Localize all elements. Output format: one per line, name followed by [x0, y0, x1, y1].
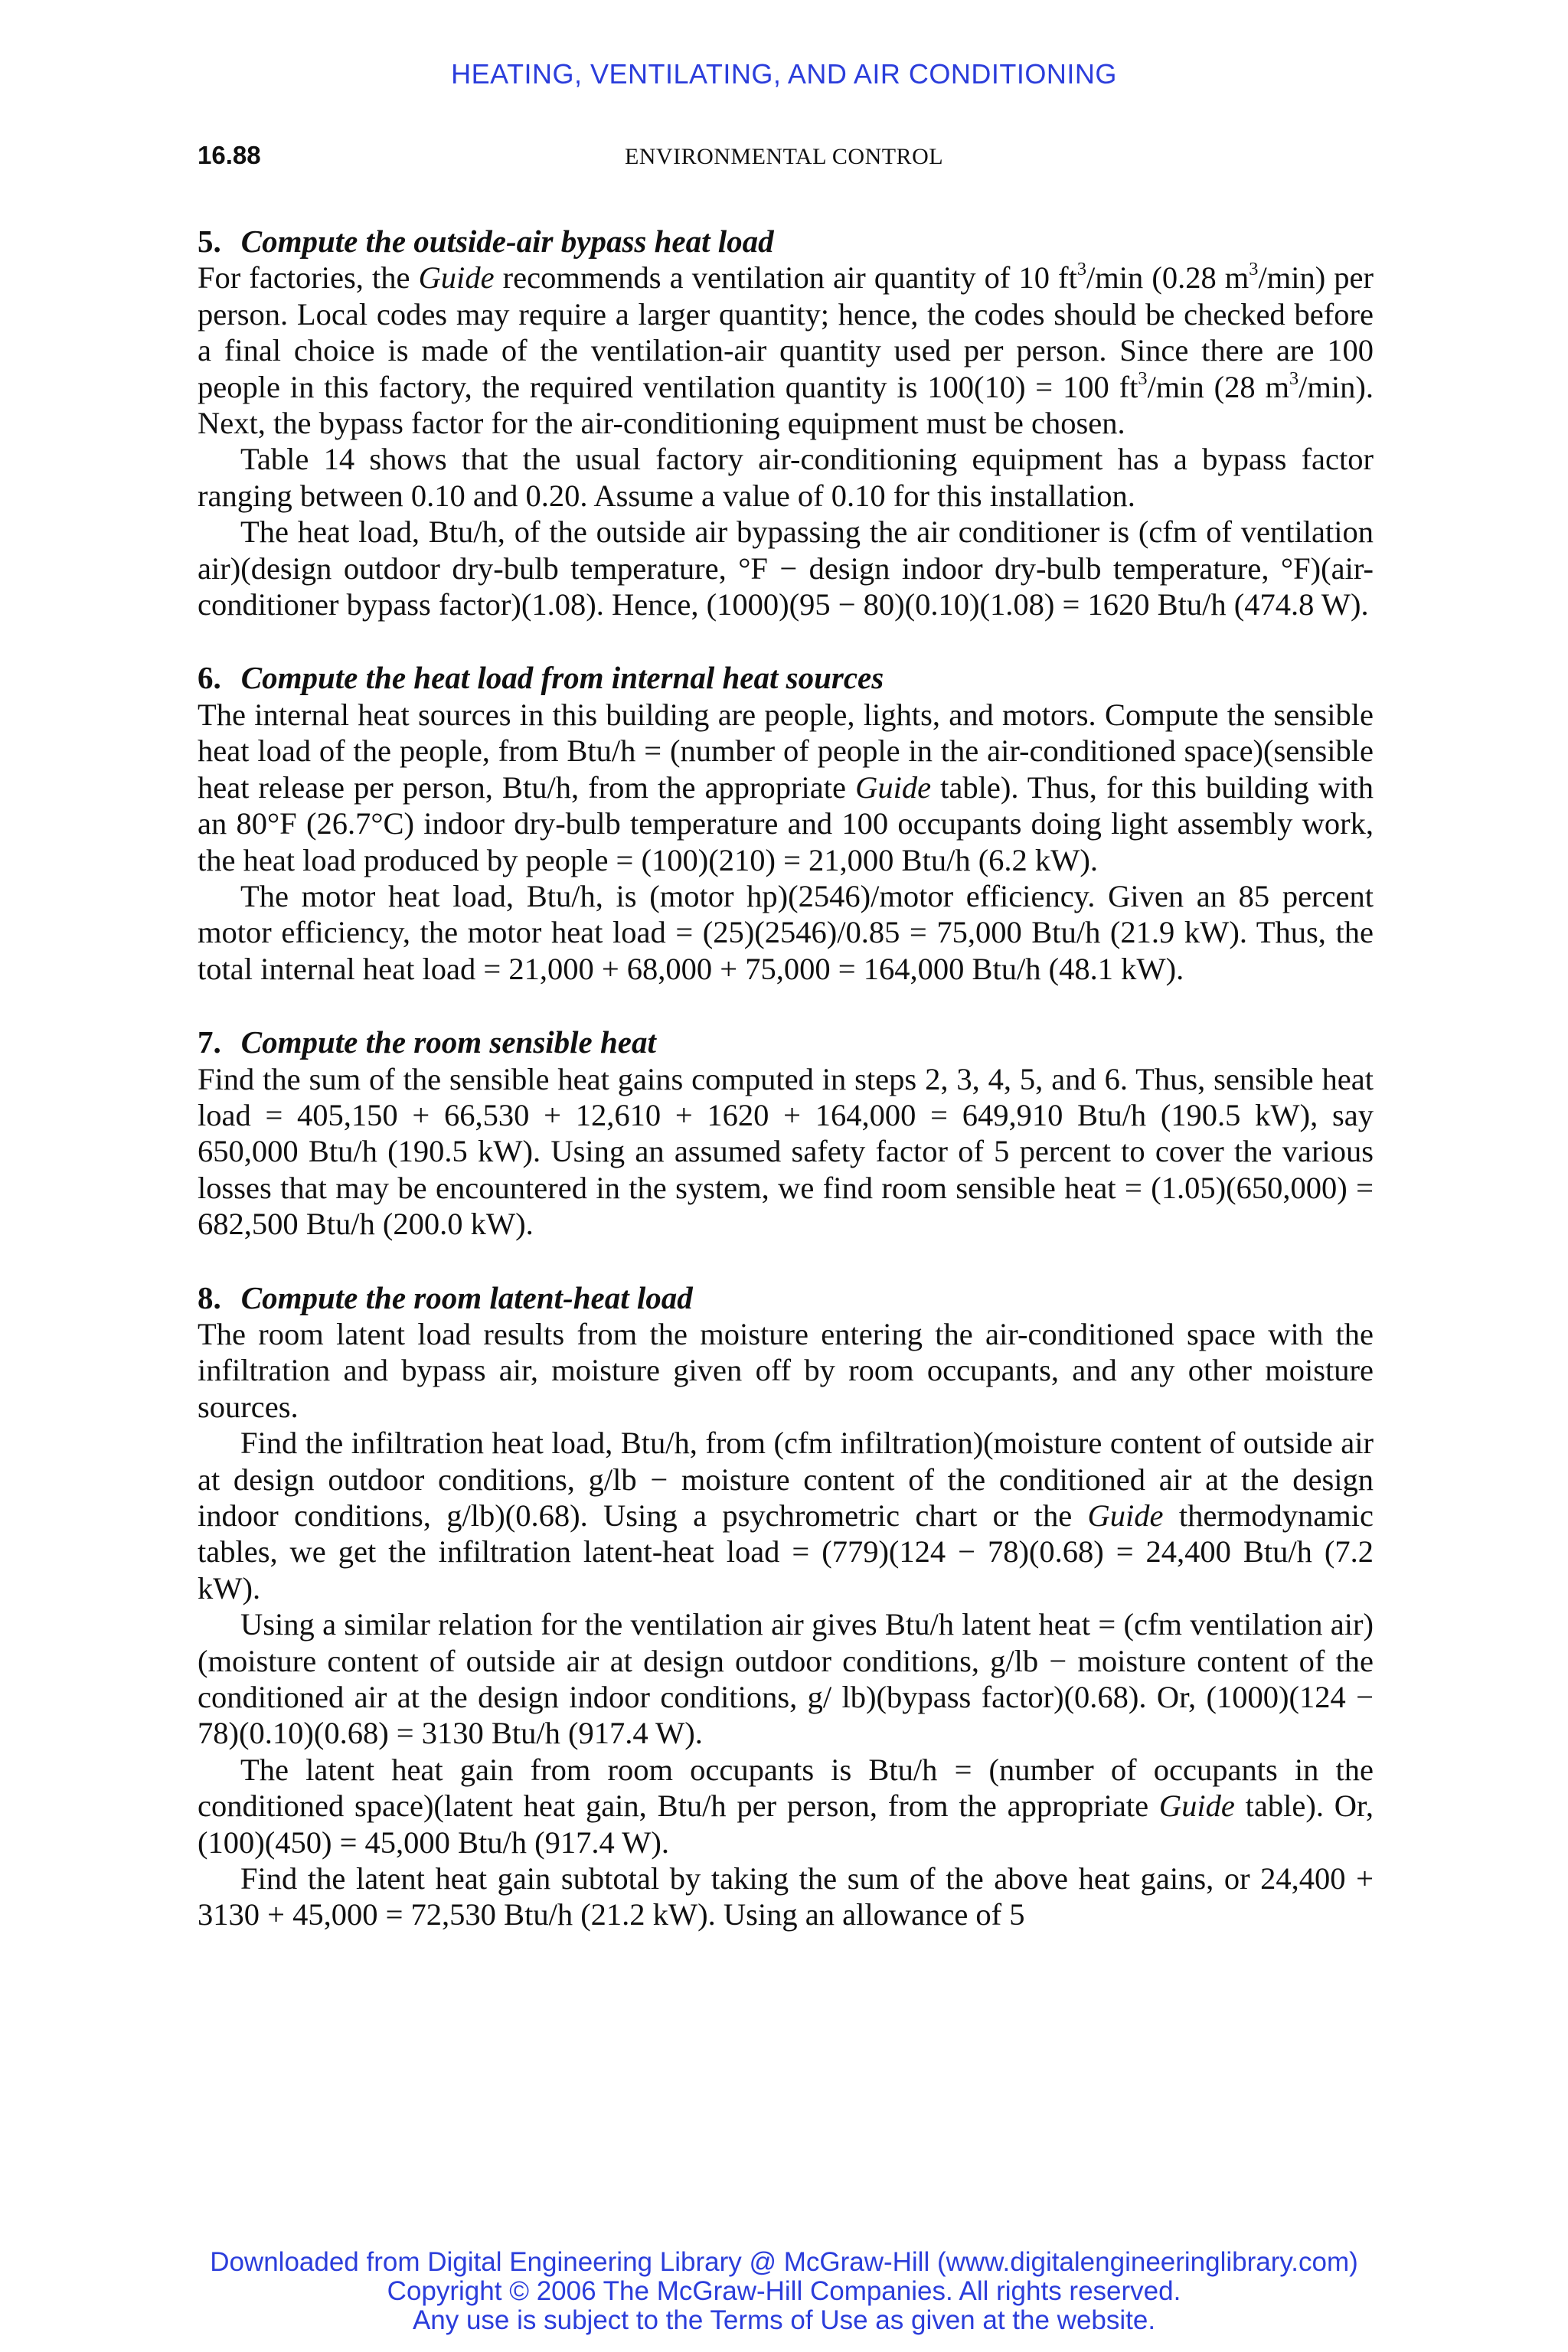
paragraph: The motor heat load, Btu/h, is (motor hp)(2546)/motor efficiency. Given an 85 percent motor efficiency, the motor heat load = (25)(2546)/0.85 = 75,000 Btu/h (21.9 kW). Thus, the total internal heat load = 21,000 + 68,000 + 75,000 = 164,000 Btu/h (48.1 kW).	[198, 878, 1374, 986]
step-heading	[198, 660, 1374, 696]
step-heading	[198, 1280, 1374, 1316]
step-number: 5.	[198, 224, 221, 259]
step-number: 7.	[198, 1024, 221, 1060]
step-8	[198, 1280, 1374, 1933]
paragraph: Find the sum of the sensible heat gains computed in steps 2, 3, 4, 5, and 6. Thus, sensible heat load = 405,150 + 66,530 + 12,610 + 1620 + 164,000 = 649,910 Btu/h (190.5 kW), say 650,000 Btu/h (190.5 kW). Using an assumed safety factor of 5 percent to cover the various losses that may be encountered in the system, we find room sensible heat = (1.05)(650,000) = 682,500 Btu/h (200.0 kW).	[198, 1061, 1374, 1242]
footer-download-link[interactable]: Downloaded from Digital Engineering Library @ McGraw-Hill (www.digitalengineeringlibrary.com)	[210, 2247, 1358, 2277]
step-number: 8.	[198, 1279, 221, 1315]
step-7	[198, 1024, 1374, 1242]
paragraph: The latent heat gain from room occupants is Btu/h = (number of occupants in the conditioned space)(latent heat gain, Btu/h per person, from the appropriate Guide table). Or, (100)(450) = 45,000 Btu/h (917.4 W).	[198, 1752, 1374, 1860]
paragraph: Table 14 shows that the usual factory air-conditioning equipment has a bypass factor ranging between 0.10 and 0.20. Assume a value of 0.10 for this installation.	[198, 442, 1374, 513]
paragraph: For factories, the Guide recommends a ventilation air quantity of 10 $ft^3/\min$ (0.28 $m^3/\min$) per person. Local codes may require a larger quantity; hence, the codes should be checked before a final choice is made of the ventilation-air quantity used per person. Since there are 100 people in this factory, the required ventilation quantity is 100(10) = 100 $ft^3/\min$ (28 $m^3/\min$). Next, the bypass factor for the air-conditioning equipment must be chosen.	[198, 259, 1374, 441]
step-title: Compute the outside-air bypass heat load	[240, 224, 774, 259]
page-number: 16.88	[198, 141, 261, 169]
paragraph: The internal heat sources in this building are people, lights, and motors. Compute the sensible heat load of the people, from Btu/h = (number of people in the air-conditioned space)(sensible heat release per person, Btu/h, from the appropriate Guide table). Thus, for this building with an 80°F (26.7°C) indoor dry-bulb temperature and 100 occupants doing light assembly work, the heat load produced by people = (100)(210) = 21,000 Btu/h (6.2 kW).	[198, 697, 1374, 877]
paragraph: The heat load, Btu/h, of the outside air bypassing the air conditioner is (cfm of ventilation air)(design outdoor dry-bulb temperature, °F − design indoor dry-bulb temperature, °F)(air-conditioner bypass factor)(1.08). Hence, (1000)(95 − 80)(0.10)(1.08) = 1620 Btu/h (474.8 W).	[198, 514, 1374, 622]
step-5	[198, 224, 1374, 622]
paragraph: Find the infiltration heat load, Btu/h, from (cfm infiltration)(moisture content of outside air at design outdoor conditions, g/lb − moisture content of the conditioned air at the design indoor conditions, g/lb)(0.68). Using a psychrometric chart or the Guide thermodynamic tables, we get the infiltration latent-heat load = (779)(124 − 78)(0.68) = 24,400 Btu/h (7.2 kW).	[198, 1426, 1374, 1606]
step-title: Compute the room latent-heat load	[240, 1279, 693, 1315]
step-title: Compute the room sensible heat	[240, 1024, 656, 1060]
step-heading	[198, 224, 1374, 260]
section-banner: HEATING, VENTILATING, AND AIR CONDITIONING	[451, 58, 1117, 90]
step-heading	[198, 1024, 1374, 1060]
step-title: Compute the heat load from internal heat sources	[240, 660, 884, 696]
running-head: ENVIRONMENTAL CONTROL	[624, 144, 944, 169]
paragraph: The room latent load results from the moisture entering the air-conditioned space with the infiltration and bypass air, moisture given off by room occupants, and any other moisture sources.	[198, 1316, 1374, 1424]
step-number: 6.	[198, 660, 221, 696]
paragraph: Find the latent heat gain subtotal by taking the sum of the above heat gains, or 24,400 + 3130 + 45,000 = 72,530 Btu/h (21.2 kW). Using an allowance of 5	[198, 1861, 1374, 1932]
footer-copyright: Copyright © 2006 The McGraw-Hill Companies. All rights reserved.	[387, 2276, 1181, 2306]
paragraph: Using a similar relation for the ventilation air gives Btu/h latent heat = (cfm ventilation air)(moisture content of outside air at design outdoor conditions, g/lb − moisture content of the conditioned air at the design indoor conditions, g/ lb)(bypass factor)(0.68). Or, (1000)(124 − 78)(0.10)(0.68) = 3130 Btu/h (917.4 W).	[198, 1607, 1374, 1751]
step-6	[198, 660, 1374, 987]
page-body	[198, 224, 1374, 1933]
footer-terms: Any use is subject to the Terms of Use as given at the website.	[412, 2305, 1156, 2335]
